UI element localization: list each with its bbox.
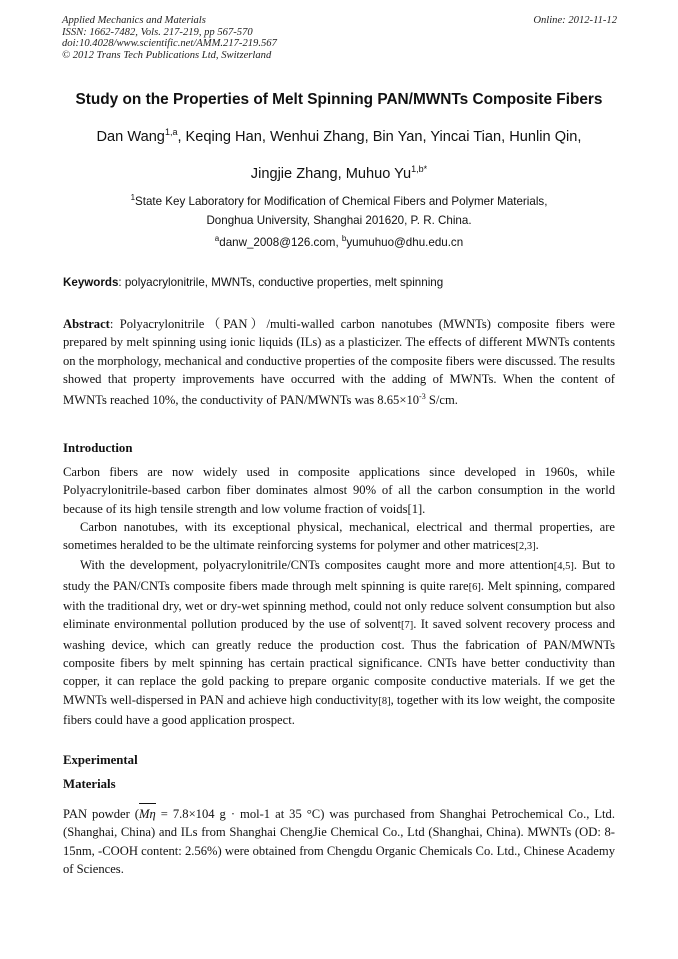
email-line: $^a$danw_2008@126.com, $^b$yumuhuo@dhu.edu.cn <box>214 234 464 249</box>
abstract-text: : Polyacrylonitrile（PAN）/multi-walled carbon nanotubes (MWNTs) composite fibers were prepared by melt spinning using ionic liquids (ILs) as a plasticizer. The effects of different MWNTs contents on the morphology, mechanical and conductive properties of the composite fibers were discussed. The results showed that property improvements have occurred with the adding of MWNTs. When the content of MWNTs reached 10%, the conductivity of PAN/MWNTs was 8.65×10 <box>63 317 615 408</box>
affiliation <box>0 192 678 230</box>
introduction-heading: Introduction <box>63 441 133 455</box>
author-line-1 <box>0 129 678 145</box>
intro-paragraph-2: Carbon nanotubes, with its exceptional physical, mechanical, electrical and thermal properties, are sometimes heralded to be the ultimate reinforcing systems for polymer and other matrices[2,3]. <box>63 519 615 553</box>
author-superscript: 1,a <box>164 127 178 138</box>
introduction-body <box>63 463 615 729</box>
intro-paragraph-3: With the development, polyacrylonitrile/CNTs composites caught more and more attention[4,5]. But to study the PAN/CNTs composite fibers made through melt spinning is quite rare[6]. Melt spinning, compared with the traditional dry, wet or dry-wet spinning method, could not only reduce solvent consumption but also eliminate environmental pollution produced by the use of solvent[7]. It saved solvent recovery process and washing device, which can greatly reduce the production cost. Thus the fabrication of PAN/MWNTs composite fibers by melt spinning has certain practical significance. CNTs have better conductivity than copper, it can replace the gold packing to prepare organic composite conductive materials. If we get the MWNTs well-dispersed in PAN and achieve high conductivity[8], together with its low weight, the composite fibers could have a good application prospect. <box>63 558 616 727</box>
viscosity-symbol: Mη <box>139 805 156 823</box>
abstract-exponent: -3 <box>419 392 426 402</box>
materials-paragraph: PAN powder ( Mη = 7.8×104 g · mol-1 at 35 °C) was purchased from Shanghai Petrochemical Co., Ltd. (Shanghai, China) and ILs from Shanghai ChengJie Chemical Co., Ltd (Shanghai, China). MWNTs (OD: 8-15nm, -COOH content: 2.56%) were obtained from Chengdu Organic Chemicals Co. Ltd., Chinese Academy of Sciences. <box>63 805 615 878</box>
author-name: Dan Wang <box>96 129 165 145</box>
author-list-2: Jingjie Zhang, Muhuo Yu <box>250 166 412 182</box>
experimental-heading: Experimental <box>63 753 138 767</box>
abstract-label: Abstract <box>63 317 110 331</box>
copyright-line: © 2012 Trans Tech Publications Ltd, Switzerland <box>62 49 272 61</box>
doi-line: doi:10.4028/www.scientific.net/AMM.217-219.567 <box>62 38 277 49</box>
page-header <box>62 15 617 61</box>
affiliation-line-2: Donghua University, Shanghai 201620, P. R. China. <box>206 214 472 227</box>
keywords <box>63 276 615 289</box>
affiliation-superscript: 1 <box>130 193 136 203</box>
materials-body <box>63 805 615 878</box>
materials-subheading: Materials <box>63 777 116 791</box>
affiliation-line-1: $^1$State Key Laboratory for Modification of Chemical Fibers and Polymer Materials, <box>130 193 548 208</box>
abstract <box>63 315 615 410</box>
author-line-2 <box>0 166 678 182</box>
paper-title: Study on the Properties of Melt Spinning PAN/MWNTs Composite Fibers <box>75 91 603 108</box>
keywords-text: : polyacrylonitrile, MWNTs, conductive properties, melt spinning <box>118 276 444 289</box>
author-list: , Keqing Han, Wenhui Zhang, Bin Yan, Yincai Tian, Hunlin Qin, <box>177 129 582 145</box>
issn-line: ISSN: 1662-7482, Vols. 217-219, pp 567-570 <box>62 26 253 38</box>
abstract-unit: S/cm. <box>425 393 458 408</box>
email-b: yumuhuo@dhu.edu.cn <box>346 236 464 249</box>
author-superscript-last: 1,b* <box>411 164 428 175</box>
email-a: danw_2008@126.com, <box>219 236 342 249</box>
intro-paragraph-1: Carbon fibers are now widely used in composite applications since developed in 1960s, while Polyacrylonitrile-based carbon fiber dominates almost 90% of all the carbon consumption in the world because of its high tensile strength and low volume fraction of voids[1]. <box>63 465 615 516</box>
online-date: Online: 2012-11-12 <box>533 15 617 26</box>
journal-name: Applied Mechanics and Materials <box>62 15 206 26</box>
keywords-label: Keywords <box>63 276 119 289</box>
